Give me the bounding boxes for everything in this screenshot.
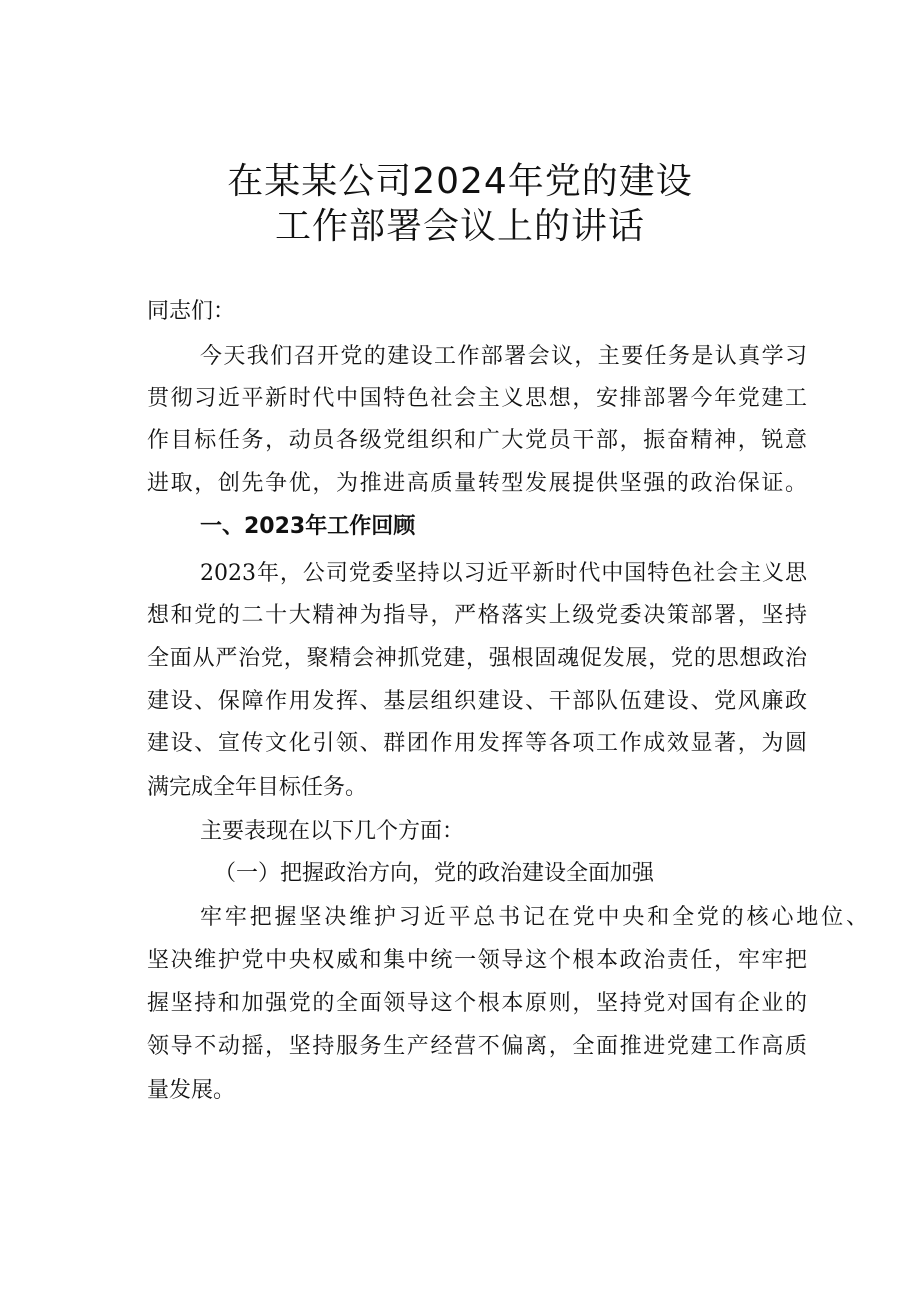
paragraph-line: 量发展。 [147, 1078, 236, 1103]
aspects-intro: 主要表现在以下几个方面： [200, 819, 465, 844]
paragraph-line: 2023年，公司党委坚持以习近平新时代中国特色社会主义思 [200, 561, 807, 586]
paragraph-line: 全面从严治党，聚精会神抓党建，强根固魂促发展，党的思想政治 [147, 646, 807, 671]
paragraph-line: 想和党的二十大精神为指导，严格落实上级党委决策部署，坚持 [147, 603, 807, 628]
salutation: 同志们： [147, 299, 236, 324]
paragraph-line: 贯彻习近平新时代中国特色社会主义思想，安排部署今年党建工 [147, 386, 807, 411]
paragraph-line: 满完成全年目标任务。 [147, 775, 368, 800]
document-title-line-1: 在某某公司2024年党的建设 [227, 161, 693, 202]
paragraph-line: 握坚持和加强党的全面领导这个根本原则，坚持党对国有企业的 [147, 991, 807, 1016]
paragraph-line: 领导不动摇，坚持服务生产经营不偏离，全面推进党建工作高质 [147, 1034, 807, 1059]
paragraph-line: 坚决维护党中央权威和集中统一领导这个根本政治责任，牢牢把 [147, 948, 807, 973]
paragraph-line: 建设、保障作用发挥、基层组织建设、干部队伍建设、党风廉政 [147, 689, 807, 714]
subsection-heading: （一）把握政治方向，党的政治建设全面加强 [214, 861, 655, 886]
paragraph-line: 进取，创先争优，为推进高质量转型发展提供坚强的政治保证。 [147, 471, 807, 496]
document-title-line-2: 工作部署会议上的讲话 [274, 206, 645, 247]
paragraph-line: 建设、宣传文化引领、群团作用发挥等各项工作成效显著，为圆 [147, 731, 807, 756]
paragraph-line: 牢牢把握坚决维护习近平总书记在党中央和全党的核心地位、 [200, 905, 868, 930]
paragraph-line: 今天我们召开党的建设工作部署会议，主要任务是认真学习 [200, 344, 807, 369]
paragraph-line: 作目标任务，动员各级党组织和广大党员干部，振奋精神，锐意 [147, 428, 807, 453]
section-heading: 一、2023年工作回顾 [200, 514, 416, 539]
